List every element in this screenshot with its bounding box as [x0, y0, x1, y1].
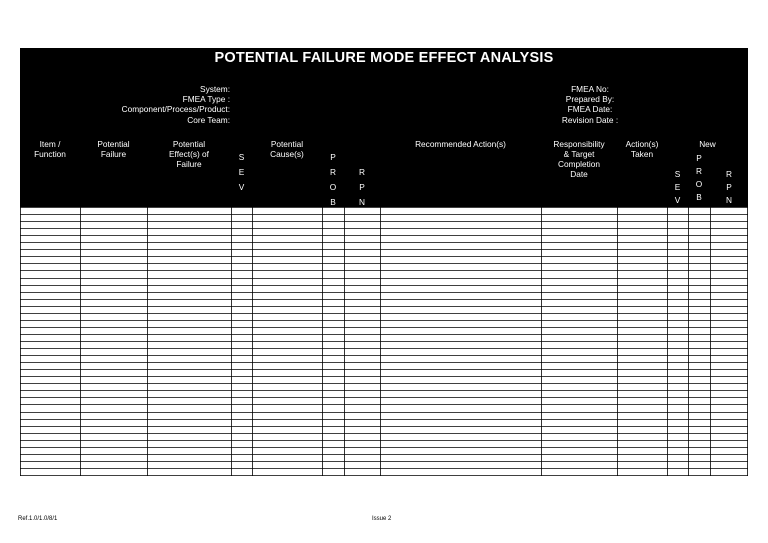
- info-right: [520, 84, 660, 125]
- form-title: POTENTIAL FAILURE MODE EFFECT ANALYSIS: [214, 50, 554, 66]
- fmea-no-label: FMEA No:: [571, 84, 609, 94]
- fmea-table-grid: [20, 207, 748, 476]
- col-new-rpn: R P N: [726, 169, 732, 205]
- core-team-label: Core Team:: [187, 114, 230, 125]
- footer-issue: Issue 2: [372, 516, 392, 522]
- system-label: System:: [200, 84, 230, 94]
- col-sev: S E V: [238, 152, 245, 192]
- col-new-prob: P R O B: [695, 153, 703, 202]
- col-potential-causes: Potential Cause(s): [270, 139, 304, 159]
- revision-date-label: Revision Date :: [561, 114, 619, 125]
- col-effects: Potential Effect(s) of Failure: [169, 139, 209, 169]
- fmea-form: [20, 48, 748, 476]
- col-item-function: Item / Function: [34, 139, 66, 159]
- col-prob: P R O B: [329, 152, 337, 207]
- col-new-label: New: [699, 139, 716, 149]
- col-new-sev: S E V: [674, 169, 681, 205]
- form-header: [20, 48, 748, 207]
- col-rpn: R P N: [359, 167, 365, 207]
- component-label: Component/Process/Product:: [121, 104, 230, 115]
- col-potential-failure: Potential Failure: [97, 139, 130, 159]
- col-recommended-actions: Recommended Action(s): [415, 139, 506, 149]
- info-left: [122, 84, 230, 125]
- prepared-by-label: Prepared By:: [565, 94, 615, 105]
- fmea-date-label: FMEA Date:: [567, 104, 613, 115]
- fmea-type-label: FMEA Type :: [182, 94, 230, 105]
- footer-ref: Ref.1.0/1.0/8/1: [18, 516, 58, 522]
- col-responsibility: Responsibility & Target Completion Date: [553, 139, 605, 179]
- col-actions-taken: Action(s) Taken: [625, 139, 659, 159]
